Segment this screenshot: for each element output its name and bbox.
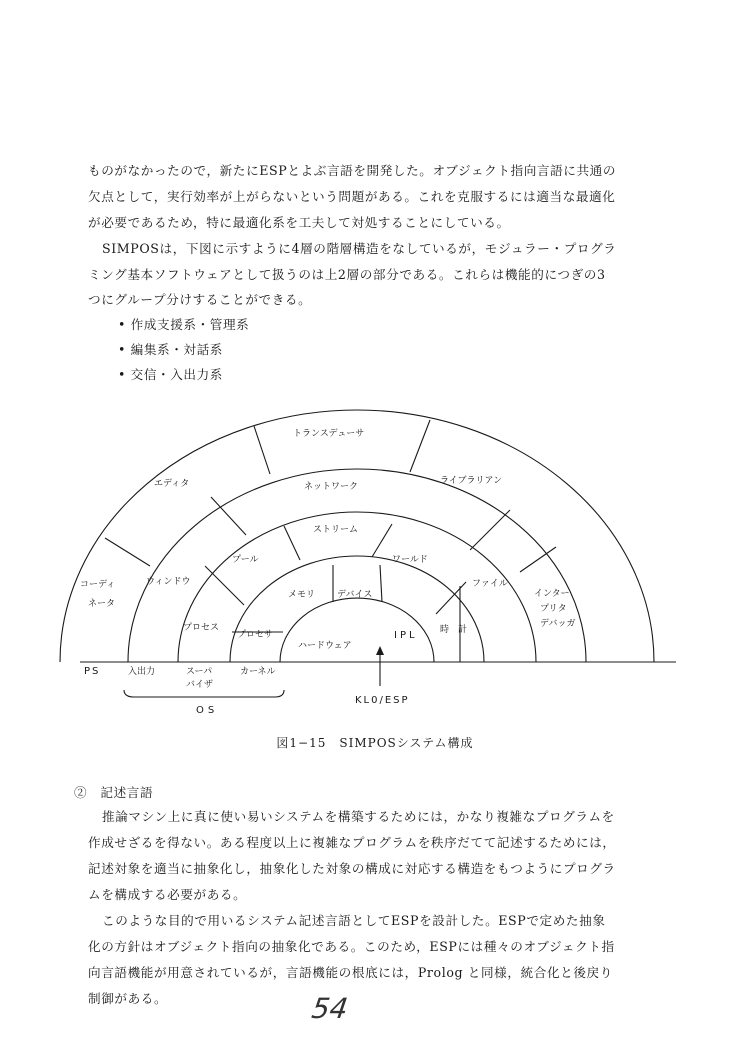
- label-coordinator-1: コーディ: [80, 580, 116, 590]
- label-window: ウィンドウ: [146, 577, 191, 587]
- label-supervisor-2: バイザ: [186, 680, 214, 690]
- kl0-arrow-head: [376, 646, 384, 655]
- intro-line-6: つにグループ分けすることができる。: [88, 292, 312, 307]
- divider-second-2: [470, 510, 510, 550]
- label-librarian: ライブラリアン: [440, 476, 503, 486]
- intro-line-3: が必要であるため，特に最適化系を工夫して対処することにしている。: [88, 215, 510, 230]
- label-kl0-esp: KL0/ESP: [355, 695, 410, 706]
- label-device: デバイス: [337, 590, 373, 600]
- figure-caption: 図1−15 SIMPOSシステム構成: [276, 736, 474, 750]
- label-debugger: デバッガ: [540, 619, 576, 629]
- body-line-7: 向言語機能が用意されているが，言語機能の根底には，Prolog と同様，統合化と後戻り: [88, 965, 613, 980]
- body-line-5: このような目的で用いるシステム記述言語としてESPを設計した。ESPで定めた抽象: [102, 913, 606, 928]
- label-interpreter-2: プリタ: [540, 604, 567, 614]
- divider-third-4: [436, 582, 466, 614]
- label-ps: PS: [84, 666, 101, 677]
- label-kernel: カーネル: [240, 667, 276, 677]
- body-line-6: 化の方針はオブジェクト指向の抽象化である。このため，ESPには種々のオブジェクト指: [88, 939, 615, 954]
- bullet-item-2: • 編集系・対話系: [118, 342, 223, 357]
- divider-fourth-3: [380, 565, 382, 602]
- divider-outer-3: [410, 420, 430, 472]
- intro-line-2: 欠点として，実行効率が上がらないという問題がある。これを克服するには適当な最適化: [88, 189, 616, 204]
- bullet-item-1: • 作成支援系・管理系: [118, 317, 250, 332]
- divider-outer-1: [105, 538, 150, 566]
- divider-third-1: [205, 566, 244, 605]
- intro-line-4: SIMPOSは，下図に示すように4層の階層構造をなしているが，モジュラー・プログラ: [102, 241, 617, 256]
- body-line-4: ムを構成する必要がある。: [88, 887, 247, 902]
- ring-fourth: [230, 556, 484, 662]
- label-ipl: IPL: [394, 630, 418, 641]
- label-network: ネットワーク: [304, 482, 359, 492]
- label-io: 入出力: [128, 667, 156, 677]
- body-line-2: 作成せざるを得ない。ある程度以上に複雑なプログラムを秩序だてて記述するためには，: [88, 835, 616, 850]
- label-transducer: トランスデューサ: [293, 429, 365, 439]
- label-supervisor-1: スーパ: [186, 667, 213, 677]
- label-hardware: ハードウェア: [298, 641, 352, 651]
- ring-second: [128, 469, 586, 662]
- label-stream: ストリーム: [313, 525, 359, 535]
- label-file: ファイル: [472, 579, 508, 589]
- body-line-8: 制御がある。: [88, 991, 168, 1006]
- body-line-3: 記述対象を適当に抽象化し，抽象化した対象の構成に対応する構造をもつようにプログラ: [88, 861, 616, 876]
- label-processor: プロセサ: [237, 630, 274, 640]
- label-coordinator-2: ネータ: [88, 599, 116, 609]
- label-interpreter-1: インター: [534, 589, 570, 599]
- label-os: OS: [196, 705, 219, 716]
- bullet-item-3: • 交信・入出力系: [118, 367, 223, 382]
- intro-line-1: ものがなかったので，新たにESPとよぶ言語を開発した。オブジェクト指向言語に共通の: [88, 163, 617, 178]
- divider-third-3: [372, 524, 392, 557]
- section-heading: ② 記述言語: [74, 785, 154, 800]
- label-memory: メモリ: [288, 590, 316, 600]
- body-line-1: 推論マシン上に真に使い易いシステムを構築するためには，かなり複雑なプログラムを: [102, 809, 615, 824]
- label-process: プロセス: [183, 623, 220, 633]
- label-pool: プール: [232, 555, 259, 565]
- divider-third-2: [284, 526, 300, 560]
- page-number: 54: [309, 992, 350, 1025]
- label-clock: 時 計: [440, 625, 468, 635]
- divider-outer-2: [254, 426, 270, 474]
- intro-line-5: ミング基本ソフトウェアとして扱うのは上2層の部分である。これらは機能的につぎの3: [88, 267, 606, 282]
- os-bracket: [124, 690, 284, 697]
- label-editor: エディタ: [154, 479, 190, 489]
- label-world: ワールド: [392, 555, 428, 565]
